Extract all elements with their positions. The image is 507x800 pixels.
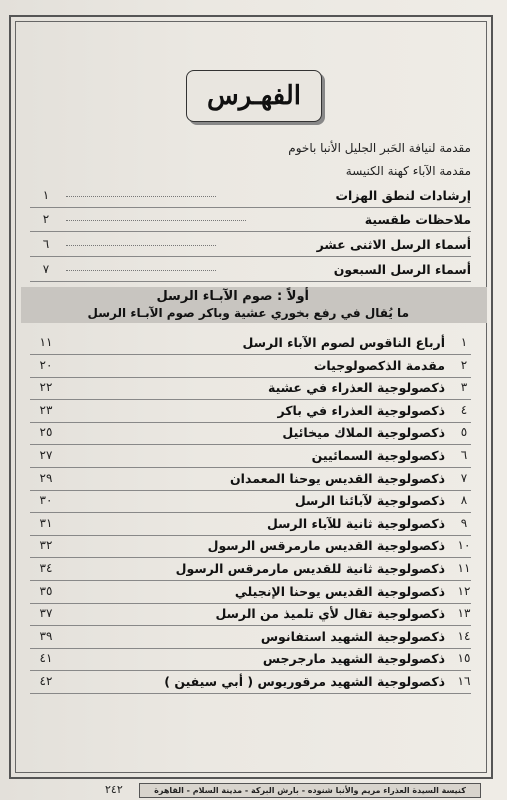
intro-line: مقدمة لنيافة الحَبر الجليل الأنبا باخوم [288, 141, 471, 155]
entry-label: ذكصولوجية السمائيين [311, 448, 445, 463]
row-separator [30, 625, 471, 626]
entry-page-number: ٣٢ [39, 538, 53, 552]
entry-label: ذكصولوجية الشهيد مرقوريوس ( أبي سيفين ) [164, 674, 445, 689]
row-separator [30, 535, 471, 536]
entry-page-number: ١١ [39, 335, 53, 349]
row-separator [30, 557, 471, 558]
leader-dots [66, 220, 246, 221]
entry-number: ١ [460, 335, 468, 349]
entry-page-number: ٣١ [39, 516, 53, 530]
row-separator [30, 256, 471, 257]
entry-number: ١٣ [457, 606, 471, 620]
row-separator [30, 377, 471, 378]
entry-number: ١٥ [457, 651, 471, 665]
entry-number: ١٤ [457, 629, 471, 643]
row-separator [30, 467, 471, 468]
entry-number: ٩ [460, 516, 468, 530]
row-separator [30, 603, 471, 604]
entry-number: ١٦ [457, 674, 471, 688]
entry-number: ٨ [460, 493, 468, 507]
entry-page-number: ٣٧ [39, 606, 53, 620]
section-header [21, 287, 487, 323]
row-separator [30, 512, 471, 513]
entry-label: أرباع الناقوس لصوم الآباء الرسل [242, 335, 445, 350]
row-separator [30, 580, 471, 581]
entry-label: ذكصولوجية القديس يوحنا الإنجيلي [234, 584, 445, 599]
entry-label: ذكصولوجية لآبائنا الرسل [294, 493, 445, 508]
entry-page-number: ٤٢ [39, 674, 53, 688]
entry-page-number: ٣٩ [39, 629, 53, 643]
section-title: أولاً : صوم الآبـاء الرسل [156, 289, 309, 304]
title-box [186, 70, 322, 122]
intro-line: مقدمة الآباء كهنة الكنيسة [345, 164, 471, 178]
entry-page-number: ٢٢ [39, 380, 53, 394]
entry-label: ذكصولوجية الشهيد استفانوس [260, 629, 445, 644]
entry-page-number: ٦ [42, 237, 50, 251]
entry-page-number: ٢٩ [39, 471, 53, 485]
row-separator [30, 399, 471, 400]
entry-page-number: ٤١ [39, 651, 53, 665]
entry-page-number: ٣٥ [39, 584, 53, 598]
entry-page-number: ٣٠ [39, 493, 53, 507]
row-separator [30, 648, 471, 649]
entry-number: ١٠ [457, 538, 471, 552]
entry-page-number: ٢٥ [39, 425, 53, 439]
entry-page-number: ٢٠ [39, 358, 53, 372]
footer-church-label: كنيسة السيدة العذراء مريم والأنبا شنوده - بارش البركة - مدينة السلام - القاهرة [139, 783, 481, 798]
entry-number: ١١ [457, 561, 471, 575]
leader-dots [66, 270, 216, 271]
entry-label: ملاحظات طقسية [364, 212, 471, 227]
entry-label: ذكصولوجية الشهيد مارجرجس [262, 651, 445, 666]
page-number: ٢٤٢ [105, 783, 123, 796]
entry-label: ذكصولوجية تقال لأي تلميذ من الرسل [215, 606, 445, 621]
entry-label: مقدمة الذكصولوجيات [313, 358, 445, 373]
entry-label: ذكصولوجية العذراء في باكر [277, 403, 445, 418]
entry-page-number: ٢٣ [39, 403, 53, 417]
entry-page-number: ٢٧ [39, 448, 53, 462]
section-subtitle: ما يُقال في رفع بخوري عشية وباكر صوم الآبـاء الرسل [87, 306, 409, 320]
row-separator [30, 422, 471, 423]
entry-label: ذكصولوجية العذراء في عشية [267, 380, 445, 395]
entry-page-number: ٢ [42, 212, 50, 226]
entry-number: ١٢ [457, 584, 471, 598]
entry-number: ٣ [460, 380, 468, 394]
entry-label: ذكصولوجية القديس يوحنا المعمدان [230, 471, 445, 486]
page-title: الفهـرس [207, 81, 301, 111]
leader-dots [66, 245, 216, 246]
row-separator [30, 670, 471, 671]
row-separator [30, 490, 471, 491]
row-separator [30, 693, 471, 694]
entry-page-number: ٣٤ [39, 561, 53, 575]
entry-number: ٢ [460, 358, 468, 372]
entry-label: ذكصولوجية ثانية للقديس مارمرقس الرسول [175, 561, 445, 576]
entry-page-number: ٧ [42, 262, 50, 276]
row-separator [30, 354, 471, 355]
page-footer [9, 782, 493, 798]
entry-page-number: ١ [42, 188, 50, 202]
entry-number: ٦ [460, 448, 468, 462]
entry-label: أسماء الرسل الاثنى عشر [316, 237, 471, 252]
entry-label: ذكصولوجية ثانية للآباء الرسل [266, 516, 445, 531]
row-separator [30, 231, 471, 232]
entry-label: إرشادات لنطق الهزات [335, 188, 471, 203]
row-separator [30, 207, 471, 208]
row-separator [30, 281, 471, 282]
entry-label: أسماء الرسل السبعون [333, 262, 471, 277]
leader-dots [66, 196, 216, 197]
entry-number: ٥ [460, 425, 468, 439]
entry-label: ذكصولوجية الملاك ميخائيل [282, 425, 445, 440]
entry-number: ٧ [460, 471, 468, 485]
entry-label: ذكصولوجية القديس مارمرقس الرسول [207, 538, 445, 553]
entry-number: ٤ [460, 403, 468, 417]
row-separator [30, 444, 471, 445]
